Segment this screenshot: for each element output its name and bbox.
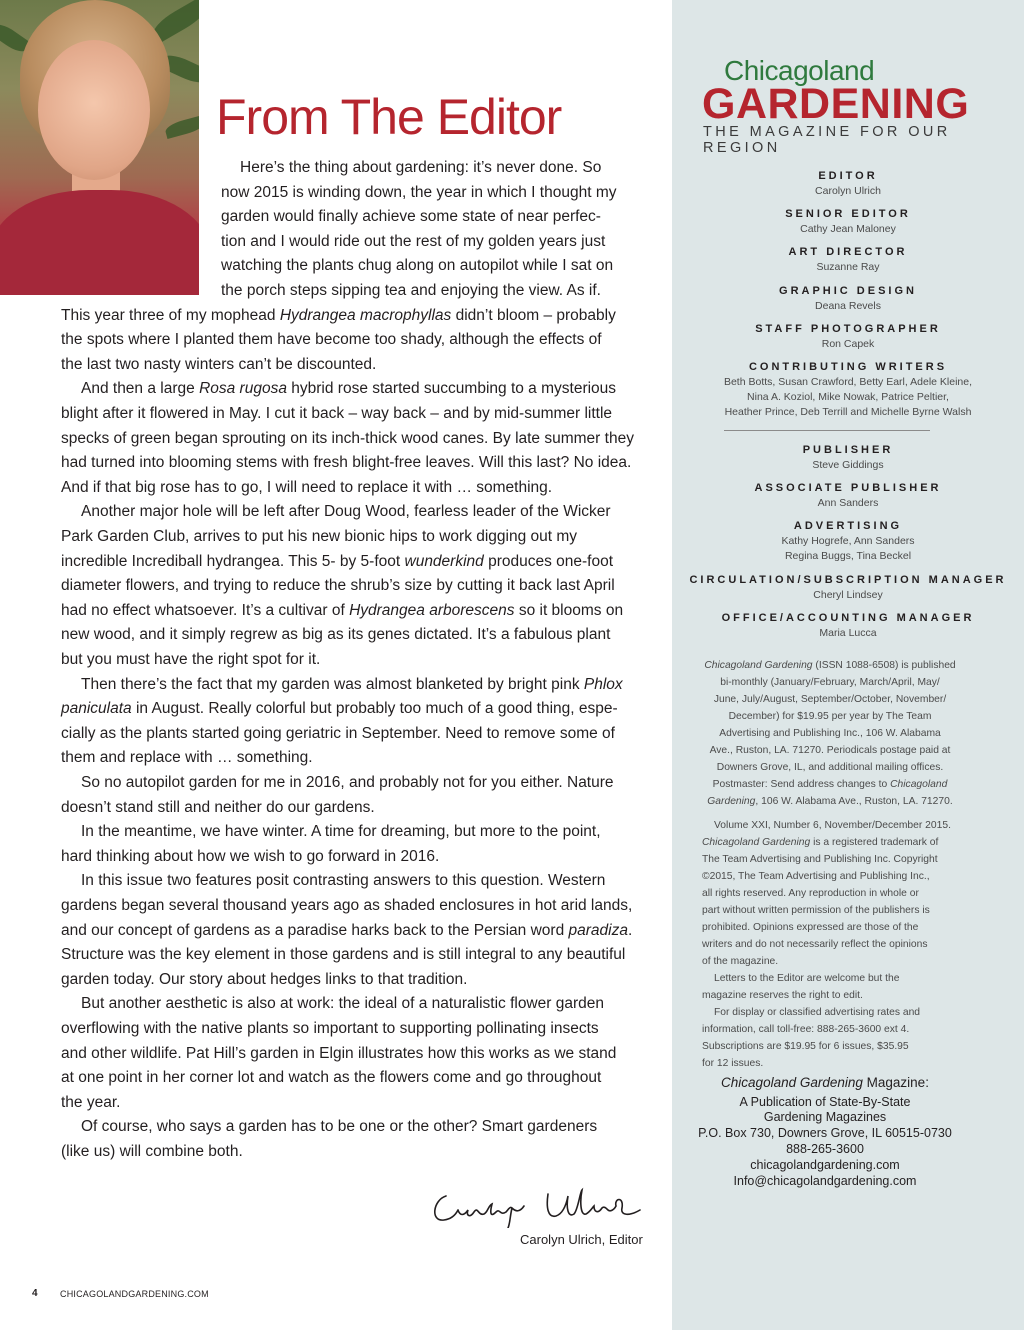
body-line: the year.	[61, 1093, 121, 1111]
body-line: new wood, and it simply regrew as big as its genes dictated. It’s a fabulous plant	[61, 626, 611, 644]
masthead-name: Heather Prince, Deb Terrill and Michelle Byrne Walsh	[724, 406, 972, 418]
contact-magazine: Chicagoland Gardening Magazine:	[721, 1075, 929, 1090]
masthead-name: Regina Buggs, Tina Beckel	[784, 550, 912, 562]
body-line: the porch steps sipping tea and enjoying the view. As if.	[221, 282, 601, 299]
masthead-name: Carolyn Ulrich	[815, 185, 881, 197]
body-line: paniculata in August. Really colorful but probably too much of a good thing, espe-	[61, 700, 618, 718]
body-line: In this issue two features posit contrasting answers to this question. Western	[81, 872, 606, 890]
body-line: now 2015 is winding down, the year in which I thought my	[221, 183, 617, 201]
contact-website[interactable]: chicagolandgardening.com	[750, 1158, 900, 1172]
contact-publication-2: Gardening Magazines	[763, 1110, 887, 1124]
masthead-divider	[724, 430, 930, 431]
body-line: hard thinking about how we wish to go forward in 2016.	[61, 847, 440, 865]
footer-website: CHICAGOLANDGARDENING.COM	[60, 1289, 209, 1299]
body-line: And then a large Rosa rugosa hybrid rose started succumbing to a mysterious	[81, 380, 617, 398]
editor-signature	[428, 1186, 648, 1228]
body-line: gardens began several thousand years ago as shaded enclosures in hot arid lands,	[61, 897, 633, 914]
body-line: watching the plants chug along on autopilot while I sat on	[221, 257, 614, 275]
legal-info-line: for 12 issues.	[702, 1058, 764, 1069]
masthead-role: EDITOR	[818, 170, 878, 182]
page-number: 4	[32, 1288, 38, 1299]
publication-info-line: June, July/August, September/October, November/	[713, 694, 947, 705]
masthead-name: Suzanne Ray	[816, 261, 880, 273]
legal-info-line: of the magazine.	[702, 956, 779, 967]
publication-info-line: Ave., Ruston, LA. 71270. Periodicals postage paid at	[709, 745, 951, 756]
body-line: And if that big rose has to go, I will need to replace it with … something.	[61, 478, 553, 496]
masthead-role: GRAPHIC DESIGN	[779, 285, 917, 297]
body-line: (like us) will combine both.	[61, 1143, 243, 1160]
masthead-name: Kathy Hogrefe, Ann Sanders	[781, 535, 915, 547]
body-line: but you must have the right spot for it.	[61, 651, 321, 668]
legal-info-line: all rights reserved. Any reproduction in whole or	[702, 888, 919, 899]
publication-info-line: December) for $19.95 per year by The Team	[728, 711, 932, 722]
body-line: at one point in her corner lot and watch as the flowers come and go throughout	[61, 1069, 602, 1087]
contact-po-box: P.O. Box 730, Downers Grove, IL 60515-0730	[698, 1126, 952, 1140]
signature-caption: Carolyn Ulrich, Editor	[520, 1232, 643, 1247]
body-line: doesn’t stand still and neither do our gardens.	[61, 798, 375, 816]
legal-info-line: For display or classified advertising rates and	[714, 1007, 921, 1018]
masthead-name: Cathy Jean Maloney	[800, 223, 896, 235]
body-line: garden today. Our story about hedges links to that tradition.	[61, 970, 468, 988]
contact-publication: A Publication of State-By-State	[739, 1095, 911, 1109]
masthead-role: ART DIRECTOR	[788, 246, 908, 258]
logo-gardening: GARDENING	[702, 80, 970, 128]
masthead-role: SENIOR EDITOR	[785, 208, 911, 220]
signature-text: Carolyn Ulrich	[428, 1186, 435, 1187]
legal-info-line: information, call toll-free: 888-265-3600 ext 4.	[702, 1024, 910, 1035]
body-line: incredible Incrediball hydrangea. This 5- by 5-foot wunderkind produces one-foot	[61, 552, 614, 570]
legal-info-line: Volume XXI, Number 6, November/December 2015.	[714, 820, 951, 831]
masthead-name: Deana Revels	[815, 300, 881, 312]
legal-info-line: writers and do not necessarily reflect the opinions	[702, 939, 928, 950]
page-title: From The Editor	[216, 89, 562, 145]
body-line: had no effect whatsoever. It’s a cultivar of Hydrangea arborescens so it blooms on	[61, 601, 624, 619]
body-line: tion and I would ride out the rest of my golden years just	[221, 232, 606, 250]
legal-info-line: magazine reserves the right to edit.	[702, 990, 863, 1001]
masthead-name: Ann Sanders	[817, 497, 879, 509]
publication-info-line: Gardening, 106 W. Alabama Ave., Ruston, LA. 71270.	[707, 796, 953, 807]
body-line: the last two nasty winters can’t be discounted.	[61, 355, 377, 373]
masthead-name: Steve Giddings	[812, 459, 884, 471]
body-line: This year three of my mophead Hydrangea macrophyllas didn’t bloom – probably	[61, 306, 616, 324]
logo-tagline: THE MAGAZINE FOR OUR REGION	[703, 124, 951, 156]
publication-info-line: Postmaster: Send address changes to Chicagoland	[712, 779, 948, 790]
masthead-role: ASSOCIATE PUBLISHER	[754, 482, 942, 494]
legal-info-line: Chicagoland Gardening is a registered trademark of	[702, 837, 939, 848]
body-line: them and replace with … something.	[61, 749, 313, 767]
body-line: Structure was the key element in those gardens and is still integral to any beautiful	[61, 946, 626, 964]
body-line: garden would finally achieve some state of near perfec-	[221, 208, 601, 226]
legal-info-line: ©2015, The Team Advertising and Publishing Inc.,	[702, 871, 930, 882]
body-line: Of course, who says a garden has to be one or the other? Smart gardeners	[81, 1118, 598, 1136]
body-line: Then there’s the fact that my garden was almost blanketed by bright pink Phlox	[81, 675, 623, 693]
masthead-name: Nina A. Koziol, Mike Nowak, Patrice Peltier,	[747, 391, 949, 403]
legal-info-line: part without written permission of the publishers is	[702, 905, 930, 916]
body-line: cially as the plants started going geriatric in September. Need to remove some of	[61, 724, 615, 742]
masthead-name: Beth Botts, Susan Crawford, Betty Earl, Adele Kleine,	[723, 376, 973, 388]
masthead-role: CIRCULATION/SUBSCRIPTION MANAGER	[689, 574, 1007, 586]
publication-info-line: Downers Grove, IL, and additional mailing offices.	[716, 762, 944, 773]
body-line: overflowing with the native plants so important to supporting pollinating insects	[61, 1020, 599, 1037]
masthead-role: STAFF PHOTOGRAPHER	[755, 323, 941, 335]
body-line: blight after it flowered in May. I cut it back – way back – and by mid-summer little	[61, 405, 613, 422]
publication-info-line: bi-monthly (January/February, March/April, May/	[720, 677, 940, 688]
masthead-role: CONTRIBUTING WRITERS	[748, 361, 948, 373]
body-line: the spots where I planted them have become too shady, although the effects of	[61, 331, 602, 349]
masthead-role: OFFICE/ACCOUNTING MANAGER	[721, 612, 975, 624]
masthead-name: Cheryl Lindsey	[813, 589, 883, 601]
body-line: had turned into blooming stems with fresh blight-free leaves. Will this last? No idea.	[61, 454, 632, 472]
body-line: So no autopilot garden for me in 2016, and probably not for you either. Nature	[81, 774, 614, 791]
masthead-role: PUBLISHER	[802, 444, 894, 456]
contact-email[interactable]: Info@chicagolandgardening.com	[733, 1174, 917, 1188]
body-line: and our concept of gardens as a paradise harks back to the Persian word paradiza.	[61, 921, 633, 939]
masthead-name: Ron Capek	[821, 338, 875, 350]
masthead-name: Maria Lucca	[819, 627, 877, 639]
legal-info-line: Subscriptions are $19.95 for 6 issues, $35.95	[702, 1041, 909, 1052]
contact-phone: 888-265-3600	[786, 1142, 864, 1156]
publication-info-line: Chicagoland Gardening (ISSN 1088-6508) is published	[704, 660, 956, 671]
body-line: specks of green began sprouting on its inch-thick wood canes. By late summer they	[61, 429, 634, 447]
body-line: But another aesthetic is also at work: the ideal of a naturalistic flower garden	[81, 995, 604, 1013]
legal-info-line: The Team Advertising and Publishing Inc. Copyright	[702, 854, 938, 865]
legal-info-line: Letters to the Editor are welcome but the	[714, 973, 900, 984]
body-line: and other wildlife. Pat Hill’s garden in Elgin illustrates how this works as we stand	[61, 1044, 617, 1062]
body-line: Another major hole will be left after Doug Wood, fearless leader of the Wicker	[81, 503, 611, 521]
publication-info-line: Advertising and Publishing Inc., 106 W. Alabama	[719, 728, 941, 739]
legal-info-line: prohibited. Opinions expressed are those of the	[702, 922, 919, 933]
logo-chicagoland: Chicagoland	[724, 55, 875, 86]
body-line: Here’s the thing about gardening: it’s never done. So	[240, 159, 602, 176]
body-line: diameter flowers, and trying to reduce the shrub’s size by cutting it back last April	[61, 577, 615, 595]
body-line: Park Garden Club, arrives to put his new bionic hips to work digging out my	[61, 528, 578, 545]
masthead-role: ADVERTISING	[793, 520, 903, 532]
editor-photo	[0, 0, 199, 295]
body-line: In the meantime, we have winter. A time for dreaming, but more to the point,	[81, 823, 601, 841]
